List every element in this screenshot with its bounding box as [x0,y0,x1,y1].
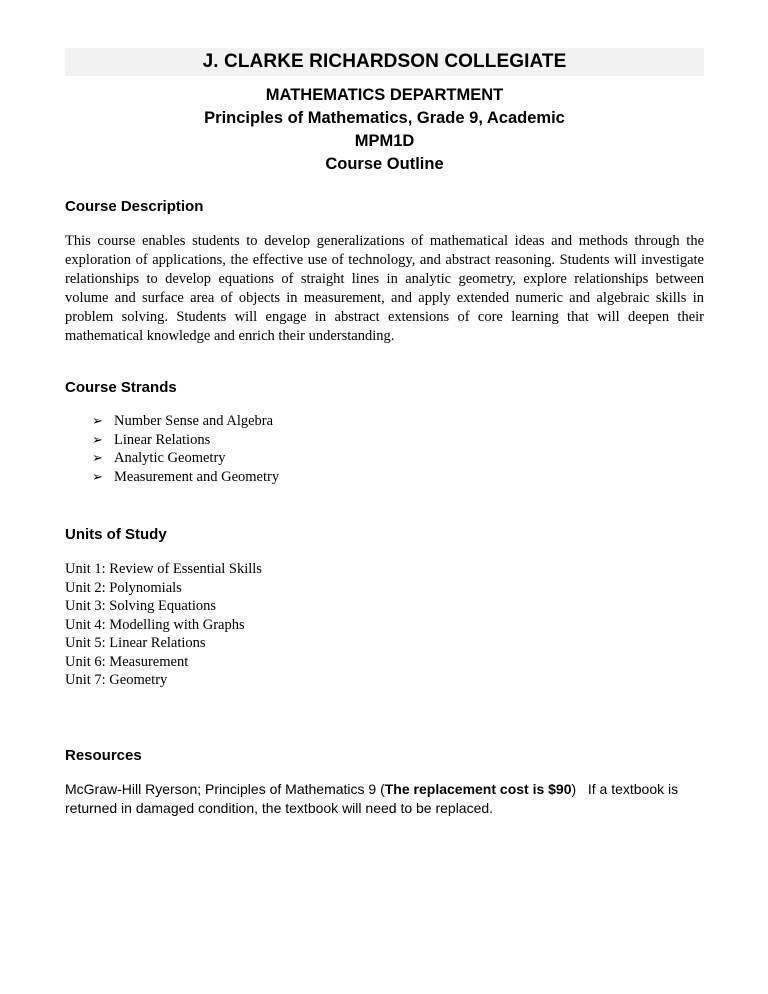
list-item: Unit 2: Polynomials [65,579,182,596]
resources-replacement-cost: The replacement cost is $90 [384,780,572,797]
title-line-department: MATHEMATICS DEPARTMENT [265,86,504,104]
document-content [65,0,704,832]
course-strands-list [65,412,704,486]
title-line-subtitle: Course Outline [325,155,444,173]
section-heading-resources: Resources [65,746,142,764]
course-description-paragraph: This course enables students to develop generalizations of mathematical ideas and methods through the exploration of applications, the effective use of technology, and abstract reasoning. Students will investigate relationships to develop equations of straight lines in analytic geometry, explore relationships between volume and surface area of objects in measurement, and apply extended numeric and algebraic skills in problem solving. Students will engage in abstract extensions of core learning that will deepen their mathematical knowledge and enrich their understanding. [65,233,704,344]
resources-text-before-bold: McGraw-Hill Ryerson; Principles of Mathematics 9 ( [65,780,385,797]
list-item: Unit 3: Solving Equations [65,598,217,614]
arrow-bullet-icon: ➢ [92,431,103,447]
strand-label: Analytic Geometry [114,450,226,466]
list-item [65,449,704,468]
title-line-course-code: MPM1D [354,132,415,150]
section-heading-units-of-study: Units of Study [65,526,167,543]
arrow-bullet-icon: ➢ [92,450,103,465]
arrow-bullet-icon: ➢ [92,413,103,428]
arrow-bullet-icon: ➢ [92,468,103,484]
section-heading-course-strands: Course Strands [65,379,177,396]
resources-closing-paren: ) [571,780,577,797]
list-item: Unit 7: Geometry [65,672,168,688]
units-of-study-list [65,560,704,690]
resources-gap [576,781,588,797]
strand-label: Number Sense and Algebra [114,413,274,429]
resources-text-tail: If a textbook is returned in damaged condition, the textbook will need to be replaced. [65,780,679,816]
strand-label: Measurement and Geometry [114,468,280,485]
list-item [65,468,704,487]
document-title-block [65,84,704,176]
list-item: Unit 1: Review of Essential Skills [65,561,262,577]
list-item: Unit 5: Linear Relations [65,635,206,651]
list-item: Unit 4: Modelling with Graphs [65,616,245,633]
list-item: Unit 6: Measurement [65,653,189,670]
resources-paragraph [65,780,704,818]
title-line-course-name: Principles of Mathematics, Grade 9, Academic [204,109,565,127]
list-item [65,412,704,431]
list-item [65,431,704,450]
strand-label: Linear Relations [114,431,211,448]
section-heading-course-description: Course Description [65,198,204,215]
school-name-banner: J. CLARKE RICHARDSON COLLEGIATE [65,48,704,76]
